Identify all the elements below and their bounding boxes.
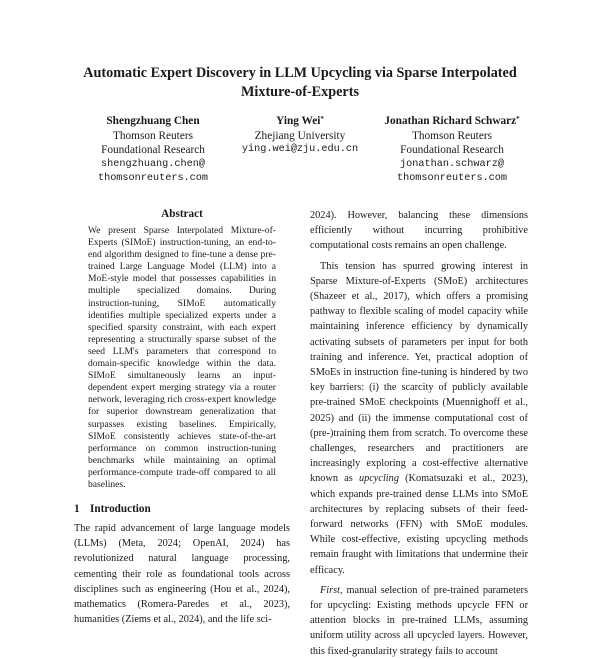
author-1-email[interactable]: shengzhuang.chen@ [101, 158, 205, 170]
right-paragraph-2-text: , manual selection of pre-trained parameters for upcycling: Existing methods upcycle FFN or attention blocks in pre-trained LLMs, assuming uniform utility across all upcycled layers. However, this fixed-granularity strategy fails to account [310, 584, 528, 657]
abstract-text: We present Sparse Interpolated Mixture-of-Experts (SIMoE) instruction-tuning, an end-to-end algorithm designed to fine-tune a dense pre-trained Large Language Model (LLM) into a MoE-style model that possesses capabilities in multiple specialized domains. During instruction-tuning, SIMoE automatically identifies multiple specialized experts under a specified sparsity constraint, with each expert representing a structurally sparse subset of the seed LLM's parameters that correspond to domain-specific knowledge within the data. SIMoE simultaneously learns an input-dependent expert merging strategy via a router network, leveraging rich cross-expert knowledge for superior downstream generalization that surpasses existing baselines. Empirically, SIMoE consistently achieves state-of-the-art performance on common instruction-tuning benchmarks while maintaining an optimal performance-compute trade-off compared to all baselines. [88, 225, 276, 490]
author-2-email[interactable]: ying.wei@zju.edu.cn [241, 144, 359, 156]
author-2-name-line [228, 114, 372, 129]
right-paragraph-1-end: (Komatsuzaki et al., 2023), which expands pre-trained dense LLMs into SMoE architectures by replacing subsets of their feed-forward networks (FFN) with SMoE modules. While cost-effective, existing upcycling methods remain fraught with limitations that undermine their efficacy. [310, 473, 528, 576]
author-2-affiliation: Zhejiang University [254, 129, 346, 142]
paper-title: Automatic Expert Discovery in LLM Upcycling via Sparse Interpolated Mixture-of-Experts [83, 65, 517, 100]
author-1-affiliation-2: Foundational Research [101, 144, 205, 157]
author-2 [228, 114, 372, 158]
author-3-email-domain[interactable]: thomsonreuters.com [396, 173, 508, 185]
right-paragraph-2 [310, 583, 528, 659]
author-1-name: Shengzhuang Chen [106, 115, 200, 127]
right-paragraph-1-start: This tension has spurred growing interest in Sparse Mixture-of-Experts (SMoE) architectures (Shazeer et al., 2017), which offers a promising pathway to flexible scaling of model capacity while maintaining inference efficiency by dynamically activating subsets of parameters per input for both training and inference. Yet, practical adoption of SMoEs in instruction fine-tuning is hindered by two key barriers: (i) the scarcity of publicly available pre-trained SMoE checkpoints (Muennighoff et al., 2025) and (ii) the immense computational cost of (pre-)training them from scratch. To overcome these challenges, researchers and practitioners are increasingly exploring a cost-effective alternative known as [310, 260, 528, 485]
author-3-email[interactable]: jonathan.schwarz@ [400, 158, 504, 170]
author-3-affiliation: Thomson Reuters [411, 129, 492, 142]
upcycling-term: upcycling [358, 473, 399, 485]
right-paragraph-1 [310, 259, 528, 578]
right-paragraph-0: 2024). However, balancing these dimensions efficiently without incurring prohibitive computational costs remains an open challenge. [310, 210, 528, 252]
abstract-heading: Abstract [161, 208, 203, 220]
left-column [74, 208, 290, 627]
author-2-mark: * [320, 115, 324, 123]
intro-paragraph-1: The rapid advancement of large language models (LLMs) (Meta, 2024; OpenAI, 2024) has revolutionized natural language processing, cementing their role as foundational tools across disciplines such as engineering (Hou et al., 2024), mathematics (Romera-Paredes et al., 2023), humanities (Ziems et al., 2024), and the life sci- [74, 523, 290, 626]
section-title: Introduction [90, 503, 151, 516]
author-3-affiliation-2: Foundational Research [400, 144, 504, 157]
author-1-affiliation: Thomson Reuters [112, 129, 193, 142]
first-term: First [320, 584, 341, 596]
author-2-name: Ying Wei [276, 115, 321, 127]
author-3-mark: * [516, 115, 520, 123]
author-3 [372, 114, 532, 187]
author-block [0, 114, 600, 194]
section-heading [74, 503, 290, 515]
section-number: 1 [74, 503, 80, 516]
author-1-email-domain[interactable]: thomsonreuters.com [97, 173, 209, 185]
author-1 [78, 114, 228, 187]
author-3-name-line [372, 114, 532, 129]
right-column [310, 208, 528, 659]
author-3-name: Jonathan Richard Schwarz [384, 115, 517, 127]
